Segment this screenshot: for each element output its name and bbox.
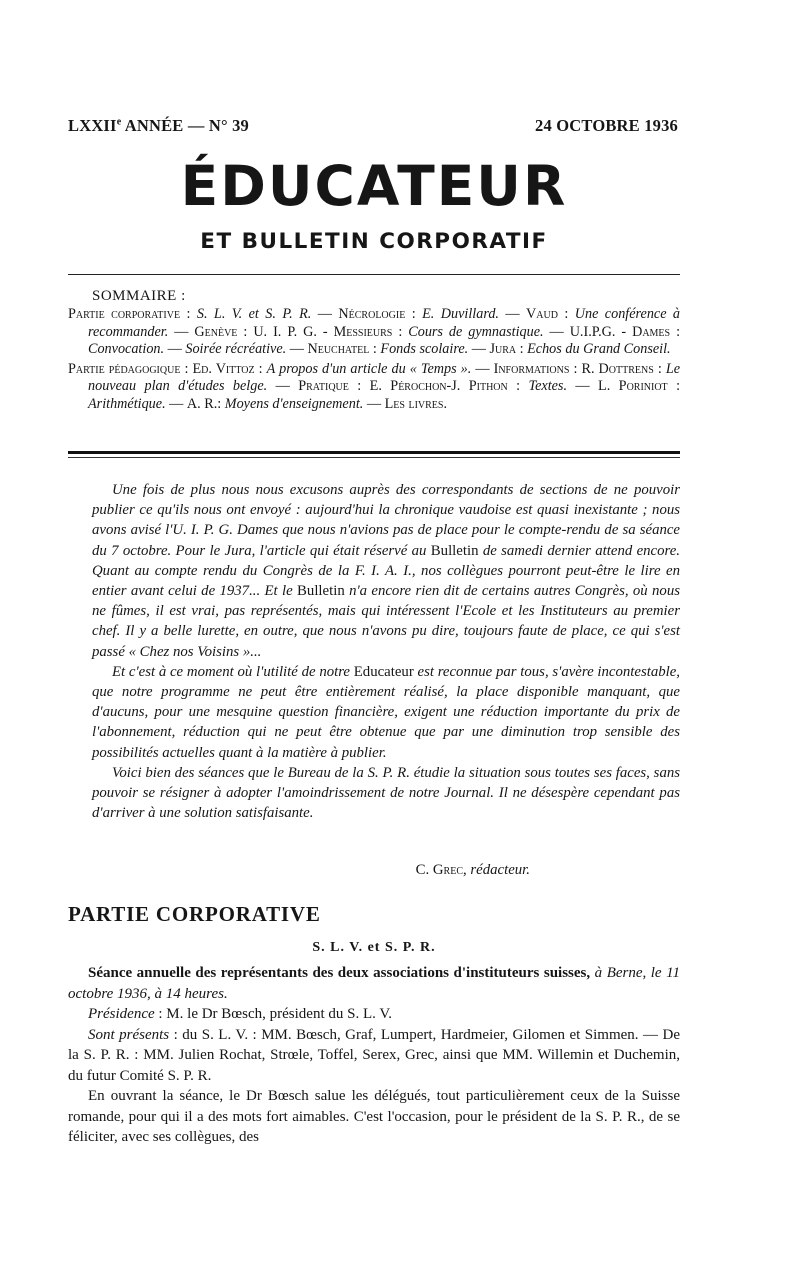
masthead-title: ÉDUCATEUR: [180, 154, 568, 218]
body-paragraph: Présidence : M. le Dr Bœsch, président du S. L. V.: [88, 1006, 392, 1022]
divider-thick: [68, 451, 680, 454]
body-paragraph: Séance annuelle des représentants des deux associations d'instituteurs suisses, à Berne, le 11 octobre 1936, à 14 heures.: [68, 965, 680, 1002]
sommaire-entry-pedagogique: Partie pédagogique : Ed. Vittoz : A propos d'un article du « Temps ». — Informations : R. Dottrens : Le nouveau plan d'études belge. — Pratique : E. Pérochon-J. Pithon : Textes. — L. Poriniot : Arithmétique. — A. R.: Moyens d'enseignement. — Les livres.: [68, 360, 681, 412]
sommaire-list: [68, 306, 680, 416]
body-paragraph: En ouvrant la séance, le Dr Bœsch salue les délégués, tout particulièrement ceux de la Suisse romande, pour qui il a des mots fort aimables. C'est l'occasion, pour le président de la S. P. R., de se féliciter, avec ses collègues, des: [68, 1088, 680, 1145]
sommaire-heading: SOMMAIRE :: [92, 288, 186, 304]
section-subtitle: S. L. V. et S. P. R.: [312, 940, 436, 955]
divider-thin: [68, 457, 680, 458]
section-title: PARTIE CORPORATIVE: [68, 902, 321, 926]
editorial-signature: C. Grec, rédacteur.: [415, 862, 530, 878]
issue-number: LXXIIe ANNÉE — N° 39: [68, 116, 249, 135]
editorial-note: [92, 480, 680, 823]
issue-date: 24 OCTOBRE 1936: [535, 116, 678, 135]
body-paragraph: Sont présents : du S. L. V. : MM. Bœsch, Graf, Lumpert, Hardmeier, Gilomen et Simmen. — De la S. P. R. : MM. Julien Rochat, Strœle, Toffel, Serex, Grec, ainsi que MM. Willemin et Duchemin, du futur Comité S. P. R.: [68, 1026, 680, 1084]
issue-header: [68, 116, 680, 138]
section-body: [68, 963, 680, 1148]
editorial-paragraph: Voici bien des séances que le Bureau de la S. P. R. étudie la situation sous toutes ses faces, sans pouvoir se résigner à adopter l'amoindrissement de notre Journal. Il ne désespère cependant pas d'arriver à une solution satisfaisante.: [92, 764, 680, 822]
editorial-paragraph: Une fois de plus nous nous excusons auprès des correspondants de sections de ne pouvoir publier ce qu'ils nous ont envoyé : aujourd'hui la chronique vaudoise est quasi inexistante ; nous avons avisé l'U. I. P. G. Dames que nous n'avions pas de place pour le compte-rendu de sa séance du 7 octobre. Pour le Jura, l'article qui était réservé au Bulletin de samedi dernier attend encore. Quant au compte rendu du Congrès de la F. I. A. I., nos collègues pourront peut-être le lire en entier avant celui de 1937... Et le Bulletin n'a encore rien dit de certains autres Congrès, où nous ne fûmes, il est vrai, pas représentés, mais qui intéressent l'Ecole et les Instituteurs au premier chef. Il y a belle lurette, en outre, que nous n'avons pu dire, toujours faute de place, ce qui s'est passé « Chez nos Voisins »...: [92, 482, 681, 660]
masthead-subtitle: ET BULLETIN CORPORATIF: [200, 229, 548, 254]
sommaire-entry-corporative: Partie corporative : S. L. V. et S. P. R. — Nécrologie : E. Duvillard. — Vaud : Une conférence à recommander. — Genève : U. I. P. G. - Messieurs : Cours de gymnastique. — U.I.P.G. - Dames : Convocation. — Soirée récréative. — Neuchatel : Fonds scolaire. — Jura : Echos du Grand Conseil.: [68, 306, 681, 358]
header-rule: [68, 274, 680, 275]
editorial-paragraph: Et c'est à ce moment où l'utilité de notre Educateur est reconnue par tous, s'avère incontestable, que notre programme ne peut être entièrement réalisé, la place disponible manquant, que d'aucuns, pour une mesquine question financière, exigent une réduction importante du prix de l'abonnement, réduction qui ne peut être obtenue que par une diminution trop sensible des possibilités actuelles quant à la matière à publier.: [92, 663, 680, 761]
